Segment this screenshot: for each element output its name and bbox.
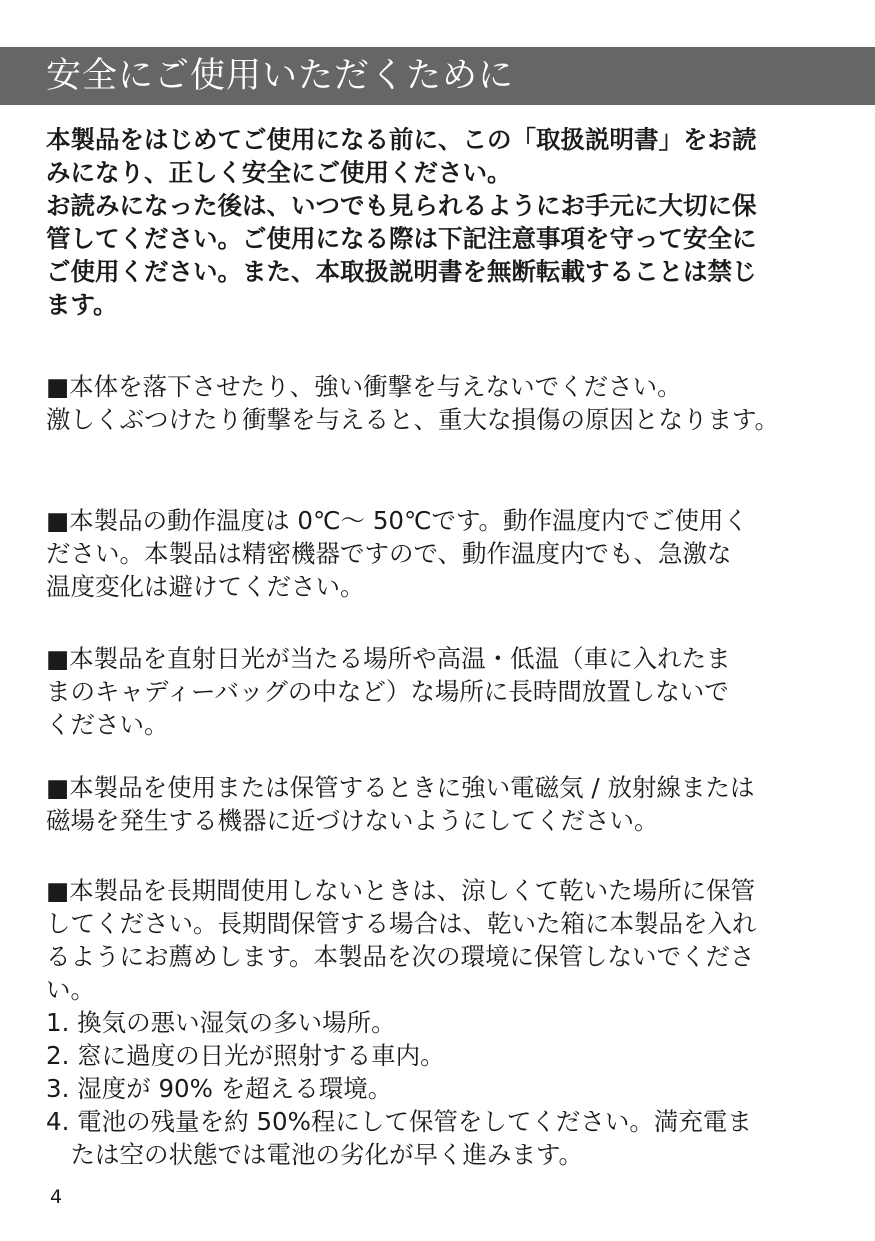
caution-text: ■本体を落下させたり、強い衝撃を与えないでください。 激しくぶつけたり衝撃を与えると、重大な損傷の原因となります。 bbox=[46, 372, 780, 434]
caution-electromagnetic bbox=[46, 771, 826, 837]
list-item: 3. 湿度が 90% を超える環境。 bbox=[46, 1074, 393, 1103]
caution-drop-impact bbox=[46, 370, 826, 436]
page-number: 4 bbox=[50, 1186, 63, 1208]
caution-text: ■本製品を長期間使用しないときは、涼しくて乾いた場所に保管 してください。長期間保管する場合は、乾いた箱に本製品を入れ るようにお薦めします。本製品を次の環境に保管しないでくださ い。 bbox=[46, 876, 757, 1004]
caution-operating-temperature bbox=[46, 504, 826, 603]
header-bar bbox=[0, 47, 875, 105]
list-item: 2. 窓に過度の日光が照射する車内。 bbox=[46, 1041, 445, 1070]
caution-direct-sunlight bbox=[46, 642, 826, 741]
caution-text: ■本製品を使用または保管するときに強い電磁気 / 放射線または 磁場を発生する機器に近づけないようにしてください。 bbox=[46, 773, 755, 835]
list-item: 4. 電池の残量を約 50%程にして保管をしてください。満充電ま たは空の状態では電池の劣化が早く進みます。 bbox=[46, 1107, 752, 1169]
storage-conditions-list bbox=[46, 1006, 826, 1171]
intro-paragraph: 本製品をはじめてご使用になる前に、この「取扱説明書」をお読 みになり、正しく安全にご使用ください。 お読みになった後は、いつでも見られるようにお手元に大切に保 管してください。ご使用になる際は下記注意事項を守って安全に ご使用ください。また、本取扱説明書を無断転載することは禁じ ます。 bbox=[46, 125, 757, 319]
caution-text: ■本製品の動作温度は 0℃～ 50℃です。動作温度内でご使用く ださい。本製品は精密機器ですので、動作温度内でも、急激な 温度変化は避けてください。 bbox=[46, 506, 749, 601]
document-body bbox=[46, 123, 826, 1169]
caution-long-term-storage bbox=[46, 874, 826, 1171]
page-title: 安全にご使用いただくために bbox=[46, 56, 515, 96]
caution-text: ■本製品を直射日光が当たる場所や高温・低温（車に入れたま まのキャディーバッグの中など）な場所に長時間放置しないで ください。 bbox=[46, 644, 731, 739]
list-item: 1. 換気の悪い湿気の多い場所。 bbox=[46, 1008, 396, 1037]
